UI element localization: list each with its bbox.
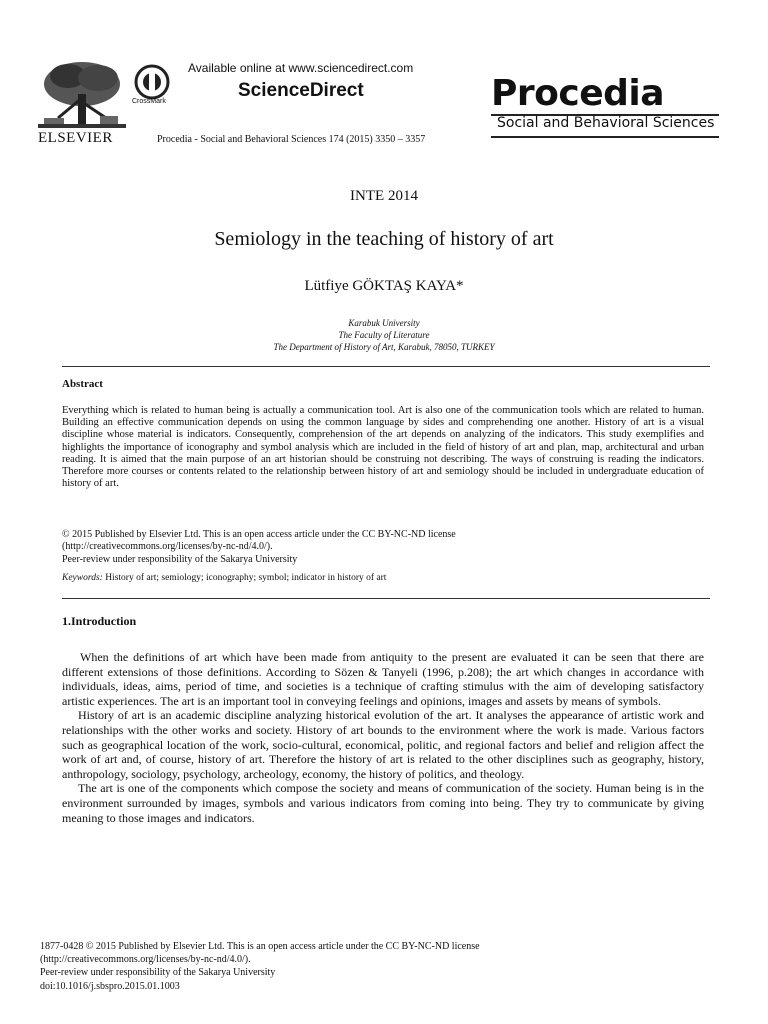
- affiliation-line: Karabuk University: [348, 318, 420, 328]
- divider-middle: [62, 598, 710, 599]
- conference-name: INTE 2014: [350, 188, 418, 204]
- keywords-line: [62, 573, 386, 583]
- footer-copyright: 1877-0428 © 2015 Published by Elsevier Ltd. This is an open access article under the CC BY-NC-ND license: [40, 941, 480, 952]
- affiliation-line: The Department of History of Art, Karabuk, 78050, TURKEY: [273, 342, 495, 352]
- abstract-body: Everything which is related to human being is actually a communication tool. Art is also one of the communication tools which are related to human. Building an effective communication depends on using the common language by sides and comprehending one another. History of art is a visual discipline whose material is indicators. Consequently, comprehension of the art depends on analyzing of the indicators. This study exemplifies and highlights the importance of iconography and symbol analysis which are included in the field of history of art and plan, map, architectural and urban reading. It is aimed that the main purpose of an art historian should be construing not describing. The ways of construing is reading the indicators. Therefore more courses or contents related to the relationship between history of art and semiology should be included in undergraduate education of history of art.: [62, 405, 704, 490]
- affiliation-line: The Faculty of Literature: [338, 330, 430, 340]
- license-link[interactable]: (http://creativecommons.org/licenses/by-nc-nd/4.0/).: [62, 541, 273, 552]
- copyright-line: © 2015 Published by Elsevier Ltd. This is an open access article under the CC BY-NC-ND license: [62, 529, 456, 540]
- available-online-text[interactable]: Available online at www.sciencedirect.com: [188, 61, 414, 75]
- section-body: [62, 650, 704, 825]
- footer-doi[interactable]: doi:10.1016/j.sbspro.2015.01.1003: [40, 981, 180, 992]
- paragraph: The art is one of the components which compose the society and means of communication of the society. Human being is in the environment surrounded by images, symbols and various indicators from coming into being. They try to communicate by giving meaning to those images and indicators.: [62, 781, 704, 825]
- divider-top: [62, 366, 710, 367]
- elsevier-wordmark: ELSEVIER: [38, 130, 113, 146]
- procedia-logo-title: Procedia: [491, 73, 665, 114]
- footer-peer-review: Peer-review under responsibility of the Sakarya University: [40, 967, 276, 978]
- abstract-heading: Abstract: [62, 378, 103, 390]
- author-names: Lütfiye GÖKTAŞ KAYA*: [304, 278, 464, 294]
- crossmark-label: CrossMark: [132, 98, 166, 105]
- paragraph: When the definitions of art which have been made from antiquity to the present are evaluated it can be seen that there are different extensions of those definitions. According to Sözen & Tanyeli (1996, p.208); the art which changes in accordance with individuals, ideas, aims, period of time, and societies is a technique of crafting stimulus with the aim of developing satisfactory artistic experiences. The art is an important tool in conveying feelings and opinions, images and assets by means of symbols.: [62, 650, 704, 708]
- paragraph: History of art is an academic discipline analyzing historical evolution of the art. It analyses the appearance of artistic work and relationships with the other works and society. History of art bounds to the environment where the work is made. Various factors such as geographical location of the work, socio-cultural, economical, politic, and regional factors and belief and religion affect the work of art and, of course, history of art. Therefore the history of art is related to the other disciplines such as geography, history, anthropology, sociology, psychology, archeology, economy, the history of politics, and theology.: [62, 708, 704, 781]
- section-heading: 1.Introduction: [62, 614, 137, 628]
- paper-title: Semiology in the teaching of history of art: [214, 228, 554, 250]
- keywords-list: History of art; semiology; iconography; symbol; indicator in history of art: [105, 573, 387, 583]
- sciencedirect-logo: ScienceDirect: [238, 80, 364, 101]
- peer-review-line: Peer-review under responsibility of the Sakarya University: [62, 554, 298, 565]
- journal-citation: Procedia - Social and Behavioral Sciences 174 (2015) 3350 – 3357: [157, 134, 426, 145]
- procedia-rule-bottom: [491, 136, 719, 138]
- footer-license-link[interactable]: (http://creativecommons.org/licenses/by-nc-nd/4.0/).: [40, 954, 251, 965]
- procedia-logo-subtitle: Social and Behavioral Sciences: [497, 115, 715, 131]
- keywords-label: Keywords:: [62, 573, 103, 583]
